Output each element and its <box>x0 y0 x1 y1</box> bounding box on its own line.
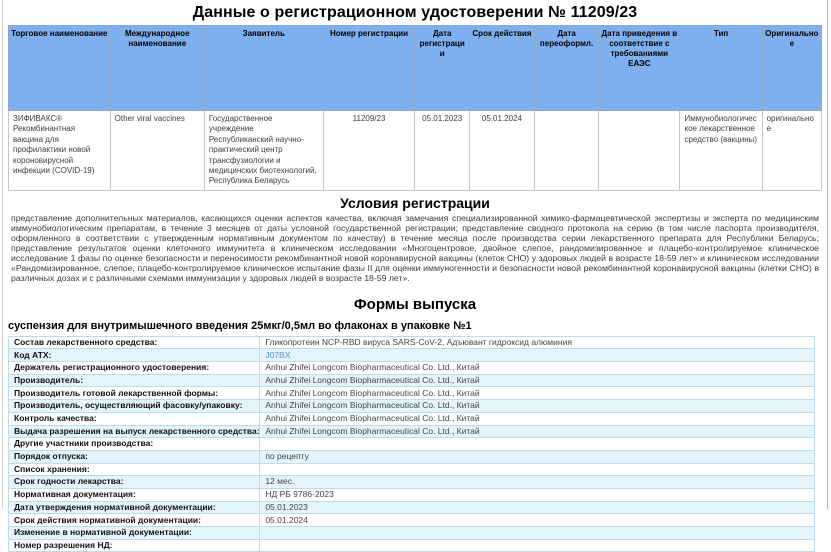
row-label: Состав лекарственного средства: <box>9 336 260 349</box>
row-value: Anhui Zhifei Longcom Biopharmaceutical Co. Ltd., Китай <box>260 387 815 400</box>
row-value: 12 мес. <box>260 476 815 489</box>
table-row-certificate-holder <box>9 362 815 375</box>
row-value: Anhui Zhifei Longcom Biopharmaceutical Co. Ltd., Китай <box>260 400 815 413</box>
row-label: Номер разрешения НД: <box>9 539 260 552</box>
row-value: по рецепту <box>260 450 815 463</box>
col-header-expiry-date: Срок действия <box>469 26 534 111</box>
table-row-quality-control <box>9 412 815 425</box>
row-value: 05.01.2023 <box>260 501 815 514</box>
row-value: Anhui Zhifei Longcom Biopharmaceutical Co. Ltd., Китай <box>260 412 815 425</box>
row-label: Производитель готовой лекарственной формы: <box>9 387 260 400</box>
page-title: Данные о регистрационном удостоверении № 11209/23 <box>192 4 638 21</box>
row-value <box>260 438 815 451</box>
table-row-finished-form-manufacturer <box>9 387 815 400</box>
table-row-composition <box>9 336 815 349</box>
table-row-nd-approval-date <box>9 501 815 514</box>
content-edge-right <box>827 0 828 509</box>
conditions-text: представление дополнительных материалов, касающихся оценки аспектов качества, включая замечания специализированной химико-фармацевтической экспертизы и эксперта по медицинским иммунобиологическим препаратам, в течение 3 месяцев от даты условной государственной регистрации; представление сводного протокола на серию (в том числе паспорта производителя, оформленного в соответствии с утвержденным нормативным документом по качеству) в течение месяца после производства серии лекарственного препарата для Республики Беларусь; представление результатов оценки клеточного иммунитета в клиническом исследовании «Многоцентровое, двойное слепое, рандомизированное и плацебо-контролируемое клиническое исследование 1 фазы по оценке безопасности и переносимости рекомбинантной новой коронавирусной вакцины (клеток CHO) у здоровых людей в возрасте 18-59 лет» и клиническом исследовании «Рандомизированное, слепое, плацебо-контролируемое клиническое испытание фазы II для оценки иммуногенности и безопасности новой рекомбинантной коронавирусной вакцины (клетки CHO) в различных дозах и с различными схемами иммунизации у здоровых людей в возрасте 18-59 лет». <box>11 212 819 283</box>
col-header-inn: Международное наименование <box>110 26 204 111</box>
conditions-heading: Условия регистрации <box>340 194 490 211</box>
atc-code-link[interactable]: J07BX <box>265 349 291 360</box>
row-value: Anhui Zhifei Longcom Biopharmaceutical Co. Ltd., Китай <box>260 374 815 387</box>
release-forms-heading: Формы выпуска <box>353 295 477 313</box>
table-row-nd-validity-date <box>9 514 815 527</box>
table-row-packaging-manufacturer <box>9 400 815 413</box>
table-row-storage-list <box>9 463 815 476</box>
row-label: Держатель регистрационного удостоверения: <box>9 362 260 375</box>
inn-cell: Other viral vaccines <box>110 111 204 191</box>
col-header-trade-name: Торговое наименование <box>9 26 111 111</box>
row-value <box>260 463 815 476</box>
eaeu-date-cell <box>599 111 680 191</box>
expiry-date-cell: 05.01.2024 <box>469 111 534 191</box>
original-cell: оригинальное <box>762 111 821 191</box>
trade-name-cell: ЗИФИВАКС® Рекомбинантная вакцина для профилактики новой короновирусной инфекции (COVID-19) <box>9 111 111 191</box>
row-value: Гликопротеин NCP-RBD вируса SARS-CoV-2, Адъювант гидроксид алюминия <box>260 336 815 349</box>
reissue-date-cell <box>534 111 598 191</box>
row-value: Anhui Zhifei Longcom Biopharmaceutical Co. Ltd., Китай <box>260 425 815 438</box>
col-header-reissue-date: Дата переоформл. <box>534 26 598 111</box>
row-label: Порядок отпуска: <box>9 450 260 463</box>
table-row-shelf-life <box>9 476 815 489</box>
col-header-eaeu-date: Дата приведения в соответствие с требованиями ЕАЭС <box>599 26 680 111</box>
col-header-reg-date: Дата регистрации <box>415 26 469 111</box>
release-form-details-table <box>8 336 815 552</box>
registration-table-header-row <box>9 26 822 111</box>
page-content <box>3 0 827 552</box>
col-header-type: Тип <box>680 26 762 111</box>
row-label: Другие участники производства: <box>9 438 260 451</box>
col-header-original: Оригинальное <box>762 26 821 111</box>
row-value: 05.01.2024 <box>260 514 815 527</box>
table-row-nd-changes <box>9 527 815 540</box>
table-row-dispensing-order <box>9 450 815 463</box>
row-label: Дата утверждения нормативной документации: <box>9 501 260 514</box>
row-label: Контроль качества: <box>9 412 260 425</box>
row-label: Срок действия нормативной документации: <box>9 514 260 527</box>
col-header-reg-number: Номер регистрации <box>323 26 415 111</box>
row-value: НД РБ 9786-2023 <box>260 488 815 501</box>
table-row-atc-code <box>9 349 815 362</box>
reg-number-cell: 11209/23 <box>323 111 415 191</box>
row-value <box>260 527 815 540</box>
table-row-nd-permit-number <box>9 539 815 552</box>
row-label: Срок годности лекарства: <box>9 476 260 489</box>
table-row-release-authorization <box>9 425 815 438</box>
row-value <box>260 539 815 552</box>
table-row-other-participants <box>9 438 815 451</box>
row-label: Список хранения: <box>9 463 260 476</box>
row-label: Производитель, осуществляющий фасовку/упаковку: <box>9 400 260 413</box>
reg-date-cell: 05.01.2023 <box>415 111 469 191</box>
row-label: Нормативная документация: <box>9 488 260 501</box>
applicant-cell: Государственное учреждение Республиканский научно-практический центр трансфузиологии и медицинских биотехнологий, Республика Беларусь <box>204 111 323 191</box>
table-row-manufacturer <box>9 374 815 387</box>
registration-table-row <box>9 111 822 191</box>
registration-table <box>8 25 822 191</box>
type-cell: Иммунобиологическое лекарственное средство (вакцины) <box>680 111 762 191</box>
row-value: Anhui Zhifei Longcom Biopharmaceutical Co. Ltd., Китай <box>260 362 815 375</box>
row-label: Код АТХ: <box>9 349 260 362</box>
release-form-subtitle: суспензия для внутримышечного введения 25мкг/0,5мл во флаконах в упаковке №1 <box>8 319 472 332</box>
table-row-normative-documentation <box>9 488 815 501</box>
row-label: Изменение в нормативной документации: <box>9 527 260 540</box>
col-header-applicant: Заявитель <box>204 26 323 111</box>
row-label: Производитель: <box>9 374 260 387</box>
row-label: Выдача разрешения на выпуск лекарственного средства: <box>9 425 260 438</box>
